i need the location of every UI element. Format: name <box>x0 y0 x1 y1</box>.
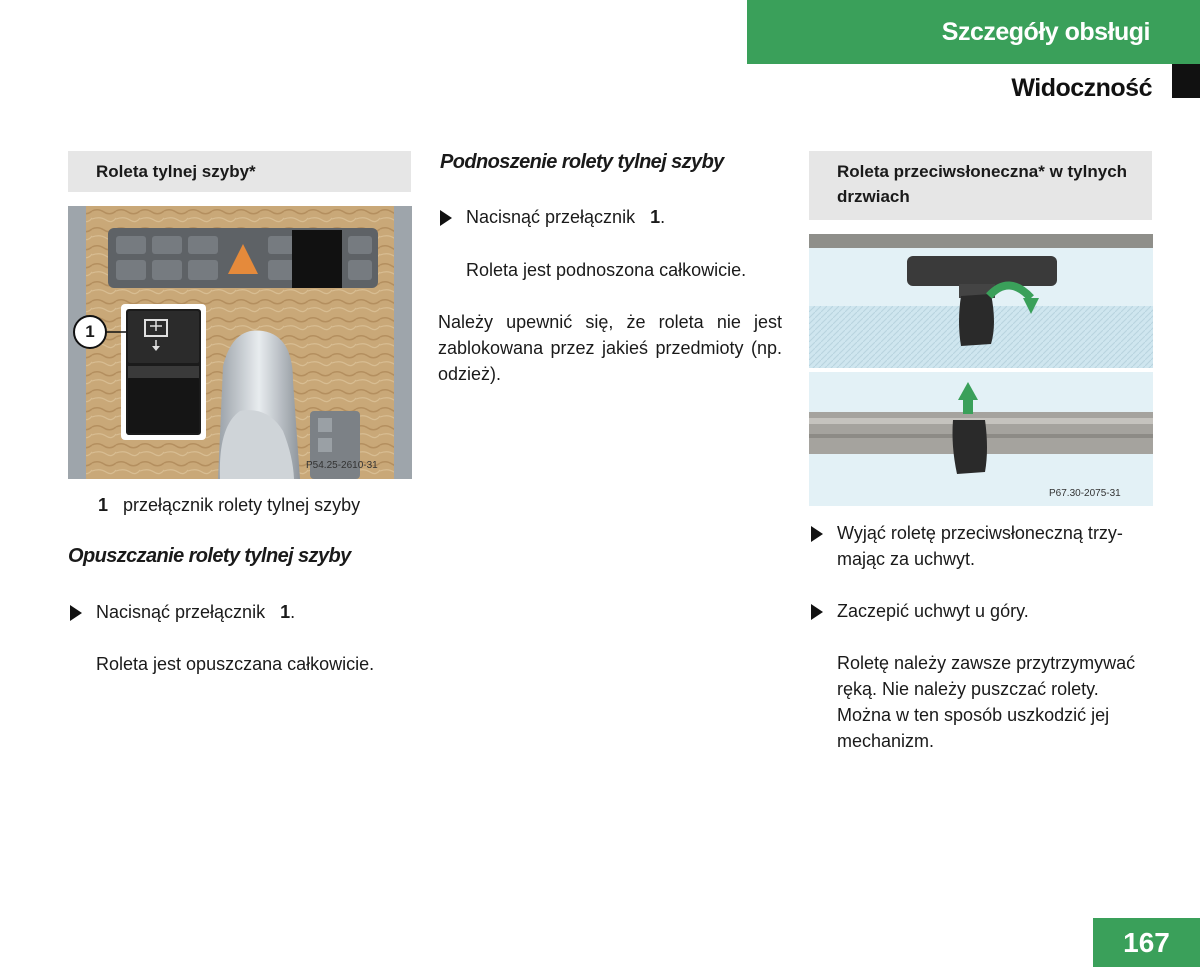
box-door-sunblind-title: Roleta przeciwsłoneczna* w tylnych drzwiach <box>837 162 1128 206</box>
console-illustration <box>68 206 412 479</box>
thumb-tab <box>1172 64 1200 98</box>
bullet-triangle-icon <box>811 604 823 620</box>
step-remove-blind <box>811 520 1153 572</box>
caption-number: 1 <box>98 495 109 515</box>
section-header <box>747 0 1200 64</box>
step-raising-ref: 1 <box>650 207 661 227</box>
step-hook-handle-text: Zaczepić uchwyt u góry. <box>837 601 1029 621</box>
note-blind-warning: Roletę należy zawsze przytrzymywać ręką. Nie należy puszczać rolety. Można w ten sposób uszkodzić jej mechanizm. <box>837 653 1136 751</box>
figure-door-sunblind <box>809 234 1153 506</box>
box-door-sunblind <box>809 151 1152 220</box>
bullet-triangle-icon <box>70 605 82 621</box>
step-remove-blind-text: Wyjąć roletę przeciwsłoneczną trzy-mając za uchwyt. <box>837 523 1123 569</box>
caption-text: przełącznik rolety tylnej szyby <box>123 495 361 515</box>
step-hook-handle <box>811 598 1029 624</box>
section-title: Szczegóły obsługi <box>941 17 1150 46</box>
step-raising-suffix: . <box>660 207 666 227</box>
heading-lowering: Opuszczanie rolety tylnej szyby <box>68 545 351 567</box>
step-lowering <box>70 599 295 625</box>
box-rear-blind <box>68 151 411 192</box>
sunblind-illustration <box>809 234 1153 506</box>
step-lowering-suffix: . <box>290 602 296 622</box>
figure-caption <box>98 492 360 518</box>
page-number: 167 <box>1093 918 1200 967</box>
step-lowering-text: Nacisnąć przełącznik <box>96 602 266 622</box>
figure-code: P54.25-2610-31 <box>306 460 378 471</box>
box-rear-blind-title: Roleta tylnej szyby* <box>96 162 256 181</box>
heading-raising: Podnoszenie rolety tylnej szyby <box>440 151 724 173</box>
step-raising <box>440 204 665 230</box>
bullet-triangle-icon <box>440 210 452 226</box>
figure-center-console <box>68 206 412 479</box>
note-raising: Należy upewnić się, że roleta nie jest zablokowana przez jakieś przedmioty (np. odzież). <box>438 312 782 384</box>
subsection-title: Widoczność <box>1011 74 1152 102</box>
step-raising-text: Nacisnąć przełącznik <box>466 207 636 227</box>
figure-callout-1: 1 <box>85 322 95 341</box>
result-raising: Roleta jest podnoszona całkowicie. <box>466 260 747 280</box>
result-lowering: Roleta jest opuszczana całkowicie. <box>96 654 375 674</box>
figure-code: P67.30-2075-31 <box>1049 488 1121 499</box>
bullet-triangle-icon <box>811 526 823 542</box>
step-lowering-ref: 1 <box>280 602 291 622</box>
